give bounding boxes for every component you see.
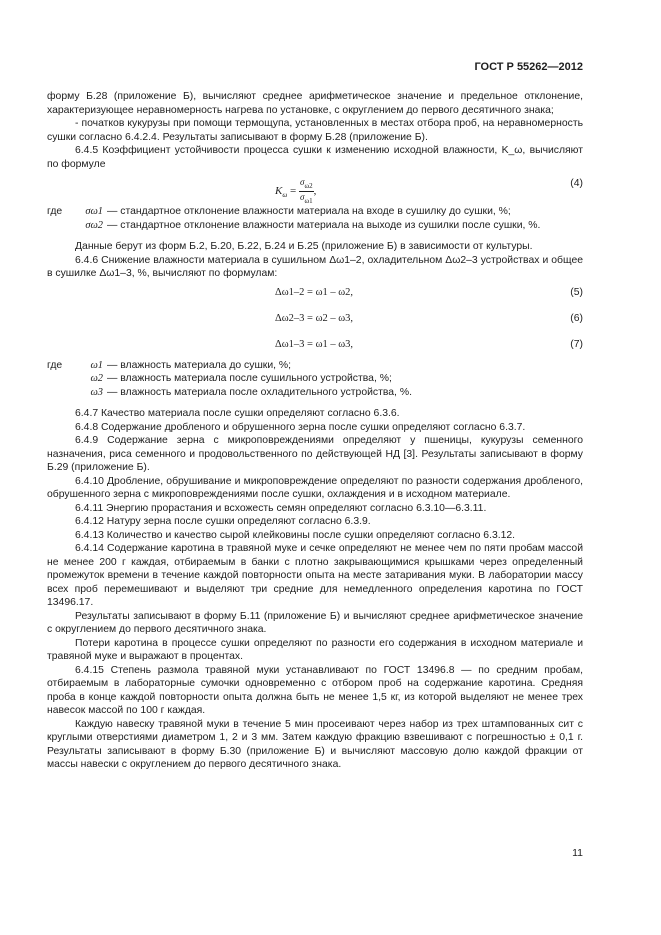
definition-symbol: ω3	[90, 386, 103, 398]
formula-number: (4)	[570, 178, 583, 189]
paragraph: Результаты записывают в форму Б.11 (приложение Б) и вычисляют среднее арифметическое значение с округлением до первого десятичного знака.	[47, 610, 583, 635]
definition-text: — влажность материала до сушки, %;	[107, 359, 292, 371]
paragraph: 6.4.8 Содержание дробленого и обрушенного зерна после сушки определяют согласно 6.3.7.	[75, 421, 526, 433]
formula-tail: ,	[313, 184, 317, 197]
paragraph: 6.4.7 Качество материала после сушки определяют согласно 6.3.6.	[75, 408, 400, 419]
definition-text: — стандартное отклонение влажности материала на входе в сушилку до сушки, %;	[107, 206, 511, 217]
paragraph: Данные берут из форм Б.2, Б.20, Б.22, Б.24 и Б.25 (приложение Б) в зависимости от культуры.	[75, 241, 533, 252]
formula-7	[47, 333, 583, 359]
definition-symbol: σω2	[85, 219, 103, 231]
paragraph: 6.4.14 Содержание каротина в травяной муке и сечке определяют не менее чем по пяти пробам массой не менее 200 г каждая, отбираемым в банки с плотно закрывающимися крышками через определенный промежуток времени в течение каждой повторности опыта на месте затаривания муки. В лаборатории массу всех проб перемешивают и выделяют три средние для немедленного определения каротина по ГОСТ 13496.17.	[47, 543, 583, 608]
formula-expression: Δω2–3 = ω2 – ω3,	[275, 312, 354, 324]
paragraph: 6.4.10 Дробление, обрушивание и микроповреждение определяют по разности содержания дробленого, обрушенного зерна с микроповреждениями после сушки, охлаждения и в исходном материале.	[47, 475, 583, 500]
page-number: 11	[572, 847, 583, 859]
definition-row	[47, 386, 583, 400]
where-label: где	[47, 359, 63, 371]
paragraph: 6.4.9 Содержание зерна с микроповреждениями определяют у пшеницы, кукурузы семенного назначения, риса семенного и продовольственного по действующей НД [3]. Результаты записывают в форму Б.29 (приложение Б).	[47, 435, 583, 473]
standard-number-header: ГОСТ Р 55262—2012	[474, 61, 583, 73]
paragraph: - початков кукурузы при помощи термощупа, установленных в местах отбора проб, на неравномерность сушки согласно 6.4.2.4. Результаты записывают в форму Б.28 (приложение Б).	[47, 118, 583, 143]
formula-symbol: K	[275, 184, 283, 197]
paragraph: 6.4.6 Снижение влажности материала в сушильном Δω1–2, охладительном Δω2–3 устройствах и общее в сушилке Δω1–3, %, вычисляют по формулам:	[47, 254, 583, 279]
definition-text: — стандартное отклонение влажности материала на выходе из сушилки после сушки, %.	[107, 219, 541, 231]
paragraph: Каждую навеску травяной муки в течение 5 мин просеивают через набор из трех штампованных сит с круглыми отверстиями диаметром 1, 2 и 3 мм. Затем каждую фракцию взвешивают с погрешностью ± 0,1 г. Результаты записывают в форму Б.30 (приложение Б) и вычисляют массовую долю каждой фракции от массы навески с округлением до первого десятичного знака.	[47, 718, 583, 770]
definition-row	[47, 359, 583, 373]
formula-denominator: σ	[300, 191, 305, 202]
formula-subscript: ω2	[304, 181, 313, 190]
formula-expression: Δω1–3 = ω1 – ω3,	[275, 338, 354, 350]
paragraph: 6.4.15 Степень размола травяной муки устанавливают по ГОСТ 13496.8 — по средним пробам, отбираемым в лабораторные сумочки одновременно с отбором проб на содержание каротина. Средняя проба в конце каждой повторности опыта должна быть не менее 1,5 кг, из которой выделяют не менее трех навесок массой по 100 г каждая.	[47, 664, 583, 716]
paragraph: 6.4.13 Количество и качество сырой клейковины после сушки определяют согласно 6.3.12.	[75, 529, 516, 541]
formula-5	[47, 281, 583, 307]
paragraph: 6.4.12 Натуру зерна после сушки определяют согласно 6.3.9.	[75, 516, 371, 527]
paragraph: 6.4.11 Энергию прорастания и всхожесть семян определяют согласно 6.3.10—6.3.11.	[75, 502, 487, 514]
definition-row	[47, 205, 583, 219]
paragraph: форму Б.28 (приложение Б), вычисляют среднее арифметическое значение и предельное отклонение, характеризующее неравномерность нагрева по установке, с округлением до первого десятичного знака;	[47, 91, 583, 116]
paragraph: 6.4.5 Коэффициент устойчивости процесса сушки к изменению исходной влажности, K_ω, вычисляют по формуле	[47, 145, 583, 170]
formula-expression: Δω1–2 = ω1 – ω2,	[275, 286, 354, 298]
formula-number: (5)	[570, 286, 583, 298]
formula-number: (6)	[570, 312, 583, 324]
formula-numerator: σ	[300, 177, 305, 187]
formula-number: (7)	[570, 338, 583, 350]
definition-row	[47, 372, 583, 386]
definition-text: — влажность материала после охладительного устройства, %.	[107, 386, 412, 398]
where-label: где	[47, 206, 63, 217]
definition-symbol: ω1	[90, 359, 103, 371]
definition-symbol: ω2	[90, 373, 103, 384]
definition-row	[47, 219, 583, 233]
formula-subscript: ω	[282, 191, 288, 200]
formula-subscript: ω1	[304, 196, 313, 205]
page-body	[47, 90, 583, 772]
definition-symbol: σω1	[85, 206, 103, 217]
definition-text: — влажность материала после сушильного устройства, %;	[107, 373, 392, 384]
formula-4	[47, 171, 583, 205]
formula-6	[47, 307, 583, 333]
paragraph: Потери каротина в процессе сушки определяют по разности его содержания в исходном материале и травяной муке и выражают в процентах.	[47, 637, 583, 662]
formula-fraction	[299, 177, 314, 206]
formula-expression: $K_\omega$ = $\frac{\sigma_{\omega 2}}{\sigma_{\omega 1}}$ ,	[275, 177, 317, 205]
